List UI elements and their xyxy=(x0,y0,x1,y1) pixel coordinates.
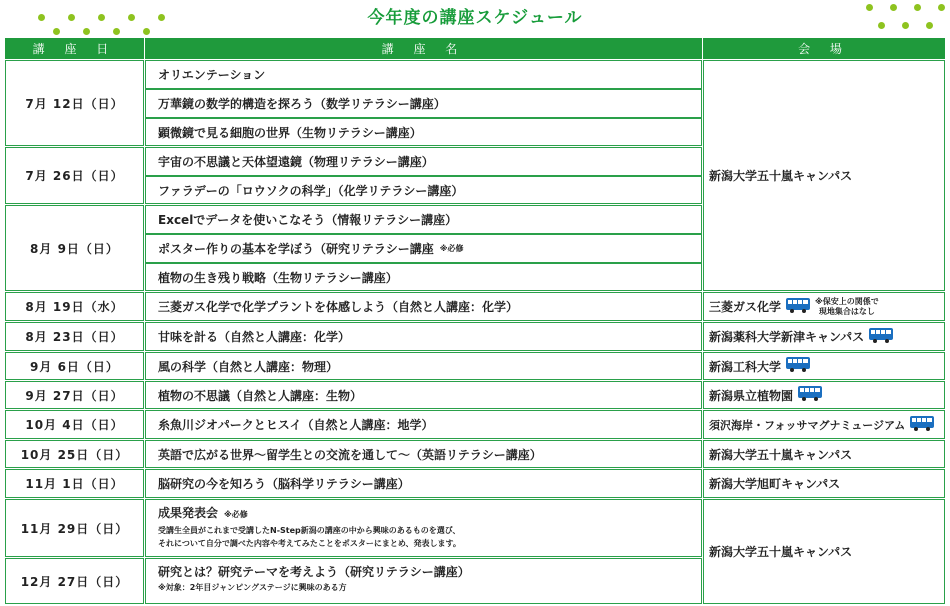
venue-text: 三菱ガス化学 xyxy=(709,300,782,314)
bus-icon xyxy=(868,327,894,347)
header-course: 講 座 名 xyxy=(145,38,702,59)
course-cell: 風の科学（自然と人講座：物理） xyxy=(145,352,702,380)
course-cell: 万華鏡の数学的構造を探ろう（数学リテラシー講座） xyxy=(145,89,702,118)
schedule-table xyxy=(5,38,945,604)
date-cell: 8月 19日（水） xyxy=(5,292,144,321)
date-cell: 9月 27日（日） xyxy=(5,381,144,409)
venue-text: 新潟県立植物園 xyxy=(709,388,794,403)
course-cell: 脳研究の今を知ろう（脳科学リテラシー講座） xyxy=(145,469,702,498)
date-cell: 11月 1日（日） xyxy=(5,469,144,498)
header-date: 講 座 日 xyxy=(5,38,144,59)
venue-cell xyxy=(703,410,945,439)
course-cell: Excelでデータを使いこなそう（情報リテラシー講座） xyxy=(145,205,702,234)
course-cell: 英語で広がる世界〜留学生との交流を通して〜（英語リテラシー講座） xyxy=(145,440,702,468)
course-cell: 三菱ガス化学で化学プラントを体感しよう（自然と人講座：化学） xyxy=(145,292,702,321)
venue-note-line: ※保安上の関係で xyxy=(815,296,879,306)
course-text: 研究とは？研究テーマを考えよう（研究リテラシー講座） xyxy=(158,565,470,579)
date-cell: 9月 6日（日） xyxy=(5,352,144,380)
course-description: それについて自分で調べた内容や考えてみたことをポスターにまとめ、発表します。 xyxy=(158,539,461,548)
venue-cell: 新潟大学五十嵐キャンパス xyxy=(703,440,945,468)
bus-icon xyxy=(909,415,935,435)
venue-cell xyxy=(703,381,945,409)
bus-icon xyxy=(785,356,811,376)
venue-cell: 新潟大学旭町キャンパス xyxy=(703,469,945,498)
course-cell: ファラデーの「ロウソクの科学」（化学リテラシー講座） xyxy=(145,176,702,204)
date-cell: 10月 25日（日） xyxy=(5,440,144,468)
date-cell: 11月 29日（日） xyxy=(5,499,144,557)
venue-text: 新潟工科大学 xyxy=(709,359,782,374)
venue-note xyxy=(815,297,879,317)
date-cell: 7月 26日（日） xyxy=(5,147,144,204)
venue-cell: 新潟大学五十嵐キャンパス xyxy=(703,60,945,291)
date-cell: 12月 27日（日） xyxy=(5,558,144,604)
course-cell: 糸魚川ジオパークとヒスイ（自然と人講座：地学） xyxy=(145,410,702,439)
course-cell xyxy=(145,234,702,263)
course-cell: 宇宙の不思議と天体望遠鏡（物理リテラシー講座） xyxy=(145,147,702,176)
course-text: 成果発表会 xyxy=(158,506,219,520)
venue-note-line: 現地集合はなし xyxy=(818,306,875,316)
course-cell: 甘味を計る（自然と人講座：化学） xyxy=(145,322,702,351)
course-cell: オリエンテーション xyxy=(145,60,702,89)
course-text: ポスター作りの基本を学ぼう（研究リテラシー講座 xyxy=(158,242,434,256)
venue-cell xyxy=(703,292,945,321)
course-cell: 植物の不思議（自然と人講座：生物） xyxy=(145,381,702,409)
bus-icon xyxy=(797,385,823,405)
venue-cell xyxy=(703,352,945,380)
course-description: ※対象：2年目ジャンピングステージに興味のある方 xyxy=(158,583,347,592)
course-cell: 植物の生き残り戦略（生物リテラシー講座） xyxy=(145,263,702,291)
required-note: ※必修 xyxy=(439,244,464,253)
course-description: 受講生全員がこれまで受講したN-Step新潟の講座の中から興味のあるものを選び、 xyxy=(158,526,461,535)
required-note: ※必修 xyxy=(224,510,248,519)
course-cell: 顕微鏡で見る細胞の世界（生物リテラシー講座） xyxy=(145,118,702,146)
page-title: 今年度の講座スケジュール xyxy=(367,8,583,28)
date-cell: 10月 4日（日） xyxy=(5,410,144,439)
venue-text: 須沢海岸・フォッサマグナミュージアム xyxy=(709,418,906,432)
course-cell xyxy=(145,499,702,557)
header-venue: 会 場 xyxy=(703,38,945,59)
date-cell: 7月 12日（日） xyxy=(5,60,144,146)
venue-cell xyxy=(703,322,945,351)
venue-cell: 新潟大学五十嵐キャンパス xyxy=(703,499,945,604)
date-cell: 8月 23日（日） xyxy=(5,322,144,351)
date-cell: 8月 9日（日） xyxy=(5,205,144,291)
venue-text: 新潟薬科大学新津キャンパス xyxy=(709,330,865,344)
course-cell xyxy=(145,558,702,604)
bus-icon xyxy=(785,297,811,317)
